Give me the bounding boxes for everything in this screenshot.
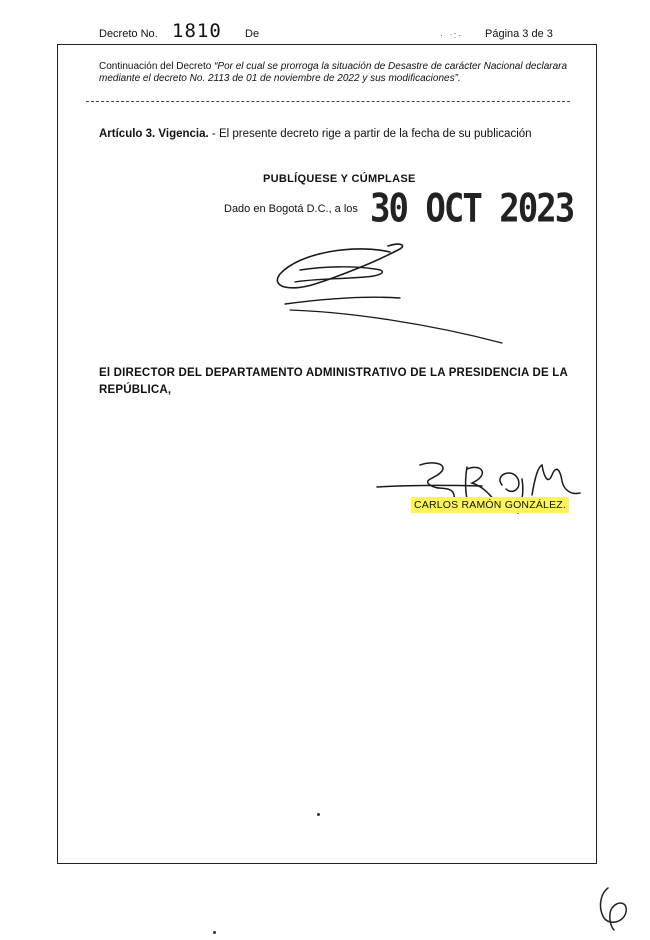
speck bbox=[317, 813, 320, 816]
signatory-title: El DIRECTOR DEL DEPARTAMENTO ADMINISTRATIVO DE LA PRESIDENCIA DE LA REPÚBLICA, bbox=[99, 367, 568, 396]
signatory-name: CARLOS RAMÓN GONZÁLEZ. bbox=[411, 497, 569, 513]
page-border-bottom bbox=[57, 863, 597, 864]
article-3 bbox=[99, 128, 532, 140]
publiquese-heading: PUBLÍQUESE Y CÚMPLASE bbox=[263, 173, 416, 185]
decreto-number: 1810 bbox=[172, 20, 222, 42]
corner-scribble bbox=[590, 882, 635, 932]
dashed-separator bbox=[86, 101, 570, 102]
article-text: - El presente decreto rige a partir de la fecha de su publicación bbox=[208, 128, 532, 140]
page-number: Página 3 de 3 bbox=[485, 28, 553, 40]
article-heading: Artículo 3. Vigencia. bbox=[99, 128, 209, 140]
stray-marks: · ᐧ:· bbox=[440, 30, 464, 40]
date-stamp: 30 OCT 2023 bbox=[370, 186, 574, 232]
continuation-prefix: Continuación del Decreto bbox=[99, 61, 215, 72]
page-border-top bbox=[57, 44, 597, 45]
speck bbox=[213, 931, 216, 934]
continuation-title: “Por el cual se prorroga la situación de Desastre de carácter Nacional declarara mediante el decreto No. 2113 de 01 de noviembre de 2022 y sus modificaciones”. bbox=[99, 61, 568, 84]
presidential-signature bbox=[270, 232, 510, 347]
dado-en-text: Dado en Bogotá D.C., a los bbox=[224, 203, 358, 215]
page-border-left bbox=[57, 44, 58, 864]
de-label: De bbox=[245, 28, 260, 40]
continuation-note bbox=[99, 61, 579, 85]
page-border-right bbox=[596, 44, 597, 864]
decreto-label: Decreto No. bbox=[99, 28, 158, 40]
